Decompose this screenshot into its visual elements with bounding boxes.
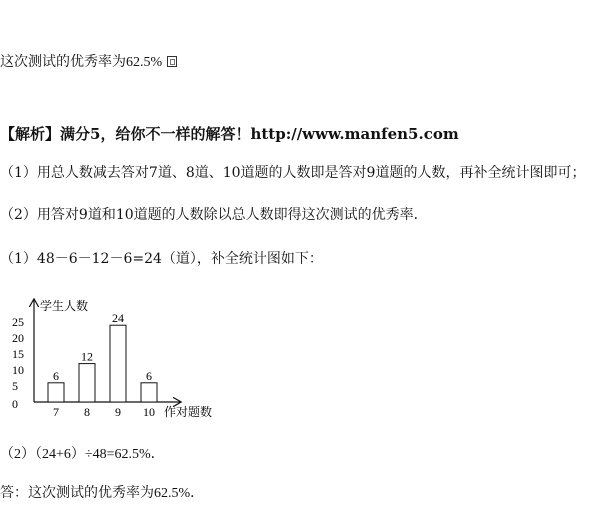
y-tick-label: 20	[12, 331, 24, 345]
analysis-header: 【解析】满分5，给你不一样的解答！http://www.manfen5.com	[0, 125, 459, 143]
bar	[48, 383, 64, 402]
calculation-2: （2）（24+6）÷48=62.5%．	[0, 447, 165, 462]
y-tick-label: 10	[12, 363, 24, 377]
y-tick-label: 0	[12, 397, 18, 411]
y-tick-label: 15	[12, 347, 24, 361]
x-tick-label: 8	[84, 405, 90, 419]
x-tick-labels	[53, 405, 155, 419]
bar	[110, 325, 126, 402]
calculation-1: （1）48－6－12－6=24（道），补全统计图如下：	[0, 251, 323, 267]
x-axis-label: 作对题数	[164, 405, 213, 419]
x-tick-label: 7	[53, 405, 59, 419]
y-axis-label: 学生人数	[40, 299, 89, 313]
y-tick-label: 5	[12, 379, 18, 393]
bar-data-label: 6	[53, 368, 59, 383]
final-answer: 答：这次测试的优秀率为62.5%．	[0, 486, 205, 501]
bar-data-label: 24	[112, 311, 124, 326]
bar	[141, 383, 157, 402]
student-count-bar-chart	[0, 292, 260, 422]
bar-data-label: 12	[81, 349, 93, 364]
bar	[79, 364, 95, 402]
top-answer-text	[0, 54, 177, 72]
top-answer-label: 这次测试的优秀率为62.5%	[0, 55, 163, 70]
x-tick-label: 9	[115, 405, 121, 419]
x-tick-label: 10	[143, 405, 155, 419]
y-tick-label: 25	[12, 315, 24, 329]
solution-step-1: （1）用总人数减去答对7道、8道、10道题的人数即是答对9道题的人数，再补全统计图即可；	[0, 165, 586, 181]
bar-data-label: 6	[146, 368, 152, 383]
solution-step-2: （2）用答对9道和10道题的人数除以总人数即得这次测试的优秀率．	[0, 207, 428, 223]
broken-image-icon	[167, 56, 177, 67]
bars	[48, 311, 157, 402]
y-tick-labels	[12, 315, 24, 411]
